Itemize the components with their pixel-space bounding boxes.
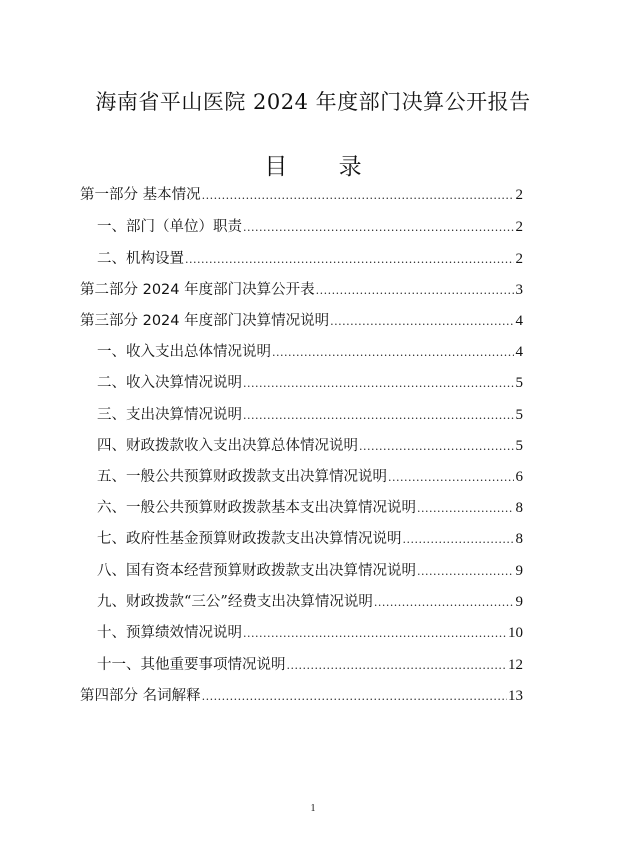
toc-entry-page: 9: [515, 563, 523, 579]
toc-entry-label: 二、收入决算情况说明: [97, 375, 242, 391]
toc-entry-label: 四、财政拨款收入支出决算总体情况说明: [97, 438, 358, 454]
toc-entry-page: 5: [515, 438, 523, 454]
toc-entry-page: 5: [515, 407, 523, 423]
toc-entry-label: 十一、其他重要事项情况说明: [97, 657, 286, 673]
toc-dot-leader: [330, 311, 514, 333]
toc-entry-label: 一、部门（单位）职责: [97, 219, 242, 235]
toc-entry-page: 13: [508, 688, 523, 704]
toc-dot-leader: [403, 529, 515, 551]
toc-entry-label: 九、财政拨款“三公”经费支出决算情况说明: [97, 594, 373, 610]
toc-dot-leader: [417, 561, 514, 583]
toc-entry-page: 8: [515, 500, 523, 516]
toc-dot-leader: [359, 436, 514, 458]
toc-entry-label: 二、机构设置: [97, 251, 184, 267]
toc-entry[interactable]: [97, 248, 523, 270]
toc-entry-label: 七、政府性基金预算财政拨款支出决算情况说明: [97, 531, 402, 547]
toc-dot-leader: [287, 655, 508, 677]
toc-dot-leader: [243, 373, 514, 395]
toc-entry[interactable]: [97, 341, 523, 363]
toc-entry-label: 三、支出决算情况说明: [97, 407, 242, 423]
toc-entry[interactable]: [97, 654, 523, 676]
toc-dot-leader: [272, 342, 514, 364]
toc-entry-label: 五、一般公共预算财政拨款支出决算情况说明: [97, 469, 387, 485]
toc-entry-page: 4: [515, 344, 523, 360]
toc-entry[interactable]: [97, 466, 523, 488]
toc-entry-page: 6: [515, 469, 523, 485]
toc-entry[interactable]: [80, 184, 523, 206]
toc-entry-page: 10: [508, 625, 523, 641]
toc-dot-leader: [316, 280, 514, 302]
toc-entry-page: 4: [515, 313, 523, 329]
toc-entry-label: 第二部分 2024 年度部门决算公开表: [80, 282, 315, 298]
toc-entry-page: 5: [515, 375, 523, 391]
toc-dot-leader: [388, 467, 514, 489]
toc-entry[interactable]: [97, 216, 523, 238]
toc-dot-leader: [243, 623, 507, 645]
toc-entry[interactable]: [80, 685, 523, 707]
toc-entry[interactable]: [97, 591, 523, 613]
toc-entry[interactable]: [97, 622, 523, 644]
toc-dot-leader: [417, 498, 514, 520]
toc-entry-page: 9: [515, 594, 523, 610]
toc-dot-leader: [202, 185, 514, 207]
toc-entry-page: 8: [515, 531, 523, 547]
toc-entry-label: 六、一般公共预算财政拨款基本支出决算情况说明: [97, 500, 416, 516]
toc-entry-page: 12: [508, 657, 523, 673]
toc-entry-page: 2: [515, 251, 523, 267]
toc-heading: 目 录: [264, 154, 384, 180]
page-number: 1: [310, 803, 316, 814]
toc-entry-label: 第一部分 基本情况: [80, 187, 201, 203]
toc-entry-label: 一、收入支出总体情况说明: [97, 344, 271, 360]
toc-entry[interactable]: [97, 528, 523, 550]
document-title: 海南省平山医院 2024 年度部门决算公开报告: [95, 90, 531, 114]
toc-entry[interactable]: [80, 310, 523, 332]
toc-entry-label: 十、预算绩效情况说明: [97, 625, 242, 641]
toc-entry-label: 第四部分 名词解释: [80, 688, 201, 704]
toc-entry[interactable]: [97, 560, 523, 582]
toc-entry[interactable]: [97, 435, 523, 457]
toc-entry[interactable]: [80, 279, 523, 301]
toc-dot-leader: [202, 686, 507, 708]
toc-entry-page: 3: [515, 282, 523, 298]
toc-entry-label: 八、国有资本经营预算财政拨款支出决算情况说明: [97, 563, 416, 579]
toc-entry[interactable]: [97, 372, 523, 394]
toc-dot-leader: [243, 217, 514, 239]
toc-entry-page: 2: [515, 187, 523, 203]
toc-entry-page: 2: [515, 219, 523, 235]
toc-entry[interactable]: [97, 497, 523, 519]
toc-entry[interactable]: [97, 404, 523, 426]
toc-dot-leader: [185, 249, 514, 271]
toc-entry-label: 第三部分 2024 年度部门决算情况说明: [80, 313, 330, 329]
toc-dot-leader: [374, 592, 514, 614]
toc-dot-leader: [243, 405, 514, 427]
